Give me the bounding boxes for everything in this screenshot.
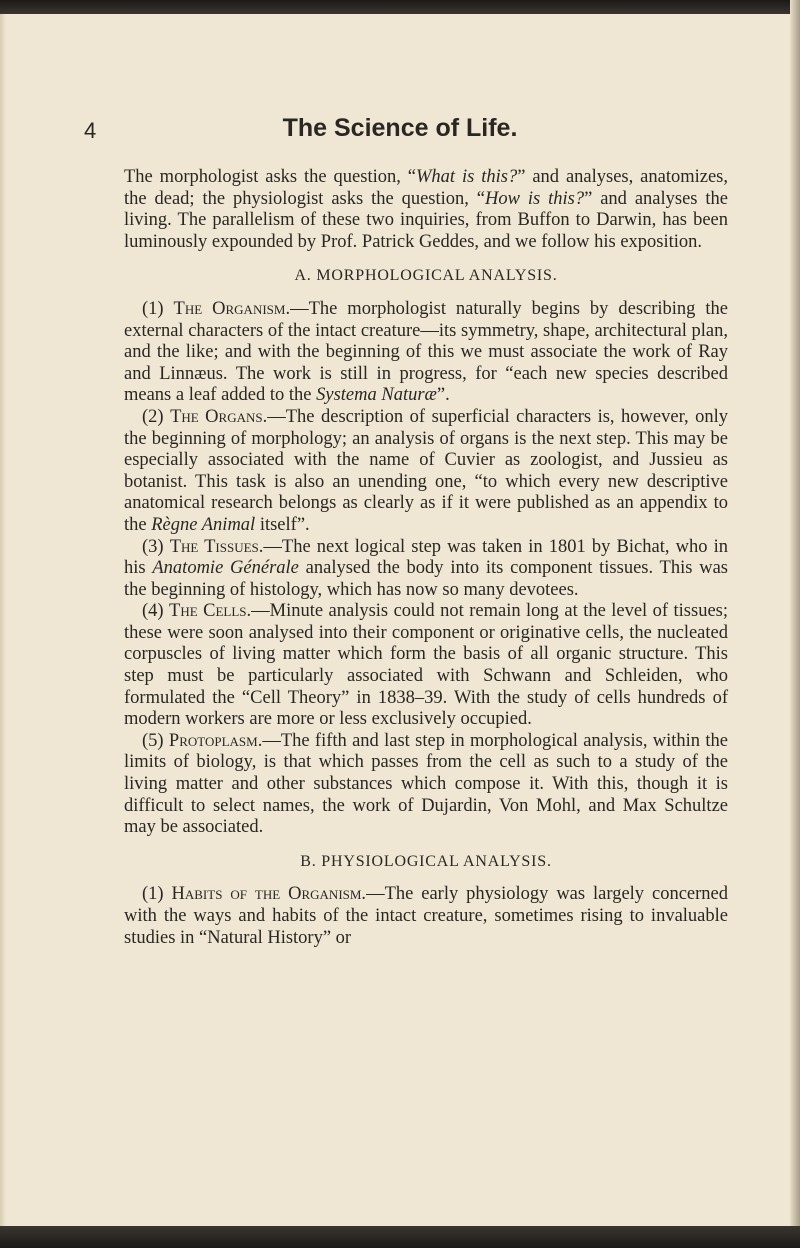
page-body [124, 167, 728, 949]
intro-question-how: How is this? [485, 188, 585, 209]
item-text: —The morphologist naturally begins by describing the external characters of the intact creature—its symmetry, shape, architectural plan, and the like; and with the beginning of this we must associate the work of Ray and Linnæus. The work is still in progress, for “each new species described means a leaf added to the [124, 298, 728, 406]
item-text: —The next logical step was taken in 1801 by Bichat, who in his [124, 536, 728, 579]
item-title: The Organism. [173, 298, 291, 319]
item-text: —The description of superficial characters is, however, only the beginning of morphology; an analysis of organs is the next step. This may be especially associated with the name of Cuvier as zoologist, and Jussieu as botanist. This task is also an unending one, “to which every new descriptive anatomical research belongs as clearly as if it were published as an appendix to the [124, 406, 728, 535]
morph-item-cells [124, 601, 728, 731]
item-number: (3) [142, 536, 170, 557]
item-text: —The fifth and last step in morphological analysis, within the limits of biology, is that which passes from the cell as such to a study of the living matter and other substances which compose it. With this, though it is difficult to select names, the work of Dujardin, Von Mohl, and Max Schultze may be associated. [124, 730, 728, 838]
item-number: (2) [142, 406, 171, 427]
intro-paragraph [124, 167, 728, 253]
page-header [0, 114, 800, 154]
intro-text-3: ” and analyses the living. The parallelism of these two inquiries, from Buffon to Darwin, has been luminously expounded by Prof. Patrick Geddes, and we follow his exposition. [124, 188, 728, 252]
section-heading-morphological: A. MORPHOLOGICAL ANALYSIS. [294, 267, 558, 285]
item-number: (4) [142, 601, 170, 622]
morph-item-organism [124, 299, 728, 407]
morph-item-protoplasm [124, 731, 728, 839]
intro-text-2: ” and analyses, anatomizes, the dead; the physiologist asks the question, “ [124, 167, 729, 209]
item-italic: Règne Animal [151, 514, 256, 535]
item-text: —Minute analysis could not remain long at the level of tissues; these were soon analysed into their component or originative cells, the nucleated corpuscles of living matter which form the basis of all organic structure. This step must be particularly associated with Schwann and Schleiden, who formulated the “Cell Theory” in 1838–39. With the study of cells hundreds of modern workers are more or less exclusively occupied. [124, 601, 728, 730]
item-text: —The early physiology was largely concerned with the ways and habits of the intact creature, sometimes rising to invaluable studies in “Natural History” or [124, 884, 728, 948]
section-heading-physiological: B. PHYSIOLOGICAL ANALYSIS. [300, 852, 552, 870]
item-title: Habits of the Organism. [171, 884, 367, 905]
intro-text-1: The morphologist asks the question, “ [124, 167, 416, 187]
morph-item-organs [124, 407, 728, 537]
intro-question-what: What is this? [416, 167, 518, 187]
item-title: The Organs. [170, 406, 268, 427]
item-italic: Anatomie Générale [152, 558, 299, 579]
item-title: The Tissues. [169, 536, 264, 557]
item-number: (5) [142, 730, 169, 751]
page-number: 4 [84, 118, 97, 143]
item-text-end: ”. [436, 385, 450, 406]
item-title: Protoplasm. [168, 730, 263, 751]
item-italic: Systema Naturæ [316, 385, 437, 406]
item-text-end: analysed the body into its component tissues. This was the beginning of histology, which has now so many devotees. [124, 558, 728, 600]
item-number: (1) [142, 884, 172, 905]
morph-item-tissues [124, 537, 728, 602]
item-number: (1) [142, 298, 174, 319]
phys-item-habits [124, 884, 728, 949]
running-title: The Science of Life. [282, 114, 518, 142]
item-text-end: itself”. [255, 514, 310, 535]
item-title: The Cells. [169, 601, 252, 622]
